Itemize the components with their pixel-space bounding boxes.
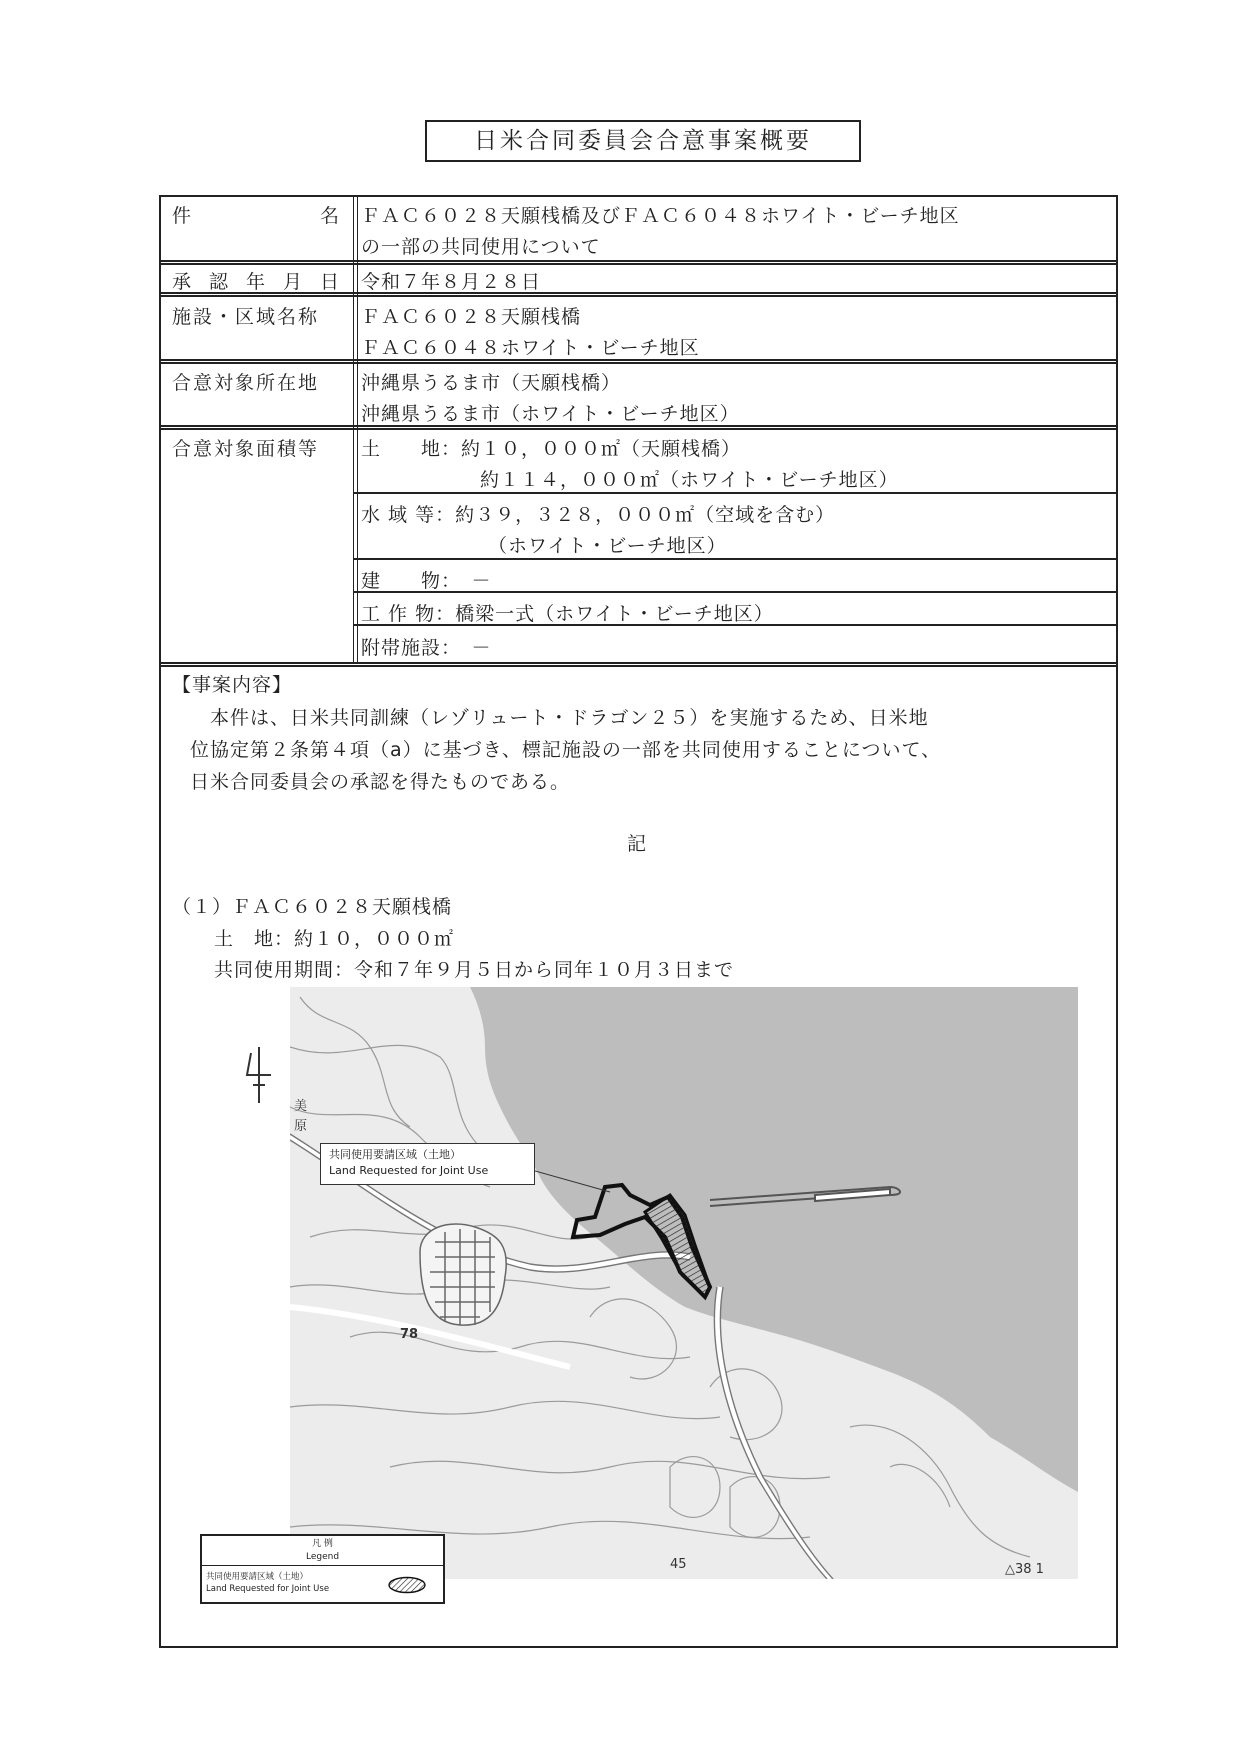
page-title: 日米合同委員会合意事案概要 [425, 120, 861, 162]
subject-line-2: の一部の共同使用について [361, 236, 601, 258]
legend-hatch-swatch-icon [387, 1576, 427, 1594]
approval-date-value: 令和７年８月２８日 [361, 271, 542, 293]
item1-title: （１）ＦＡＣ６０２８天願桟橋 [172, 896, 453, 918]
subject-line-1: ＦＡＣ６０２８天願桟橋及びＦＡＣ６０４８ホワイト・ビーチ地区 [361, 205, 960, 227]
table-rule [354, 558, 1118, 560]
item1-land: 土 地：約１０，０００㎡ [214, 928, 455, 950]
table-rule [354, 492, 1118, 494]
north-arrow-icon [245, 1045, 275, 1105]
map-label-38: △38 1 [1005, 1562, 1044, 1577]
area-land-line-2: 約１１４，０００㎡（ホワイト・ビーチ地区） [480, 469, 899, 491]
label-approval-date: 承 認 年 月 日 [172, 271, 340, 293]
legend-item-en: Land Requested for Joint Use [206, 1584, 330, 1594]
map-legend [200, 1534, 445, 1604]
label-area: 合意対象面積等 [172, 438, 320, 460]
legend-header [202, 1536, 443, 1566]
table-rule [159, 662, 1118, 667]
label-subject: 件 名 [172, 205, 340, 227]
location-map [290, 987, 1078, 1579]
legend-item-jp: 共同使用要請区域（土地） [206, 1572, 309, 1582]
facility-name-line-1: ＦＡＣ６０２８天願桟橋 [361, 306, 582, 328]
legend-title-jp: 凡 例 [312, 1539, 333, 1549]
content-heading: 【事案内容】 [172, 674, 293, 696]
area-water-line-1: 水 域 等：約３９，３２８，０００㎡（空域を含む） [361, 504, 836, 526]
content-line-2: 位協定第２条第４項（a）に基づき、標記施設の一部を共同使用することについて、 [190, 739, 942, 761]
area-ancillary: 附帯施設： － [361, 637, 492, 659]
map-label-hara: 原 [294, 1119, 308, 1134]
area-water-line-2: （ホワイト・ビーチ地区） [488, 535, 727, 557]
item1-period: 共同使用期間：令和７年９月５日から同年１０月３日まで [214, 959, 735, 981]
callout-jp: 共同使用要請区域（土地） [329, 1148, 461, 1161]
map-graphic [290, 987, 1078, 1579]
area-structures: 工 作 物：橋梁一式（ホワイト・ビーチ地区） [361, 603, 774, 625]
callout-en: Land Requested for Joint Use [329, 1164, 489, 1177]
map-label-45: 45 [670, 1557, 687, 1572]
map-label-mi: 美 [294, 1099, 308, 1114]
legend-title-en: Legend [305, 1552, 340, 1562]
sea-area [470, 987, 1078, 1492]
legend-item [202, 1566, 443, 1600]
area-land-line-1: 土 地：約１０，０００㎡（天願桟橋） [361, 438, 742, 460]
grid-facility [420, 1224, 506, 1325]
label-facility-name: 施設・区域名称 [172, 306, 320, 328]
area-buildings: 建 物： － [361, 570, 492, 592]
label-location: 合意対象所在地 [172, 372, 320, 394]
location-line-2: 沖縄県うるま市（ホワイト・ビーチ地区） [361, 403, 740, 425]
table-rule [159, 260, 1118, 265]
map-label-78: 78 [400, 1327, 419, 1342]
table-column-divider [353, 195, 358, 664]
facility-name-line-2: ＦＡＣ６０４８ホワイト・ビーチ地区 [361, 337, 700, 359]
ki-heading: 記 [627, 833, 648, 855]
content-line-1: 本件は、日米共同訓練（レゾリュート・ドラゴン２５）を実施するため、日米地 [190, 707, 929, 729]
location-line-1: 沖縄県うるま市（天願桟橋） [361, 372, 622, 394]
map-callout [320, 1143, 535, 1185]
content-line-3: 日米合同委員会の承認を得たものである。 [190, 771, 571, 793]
